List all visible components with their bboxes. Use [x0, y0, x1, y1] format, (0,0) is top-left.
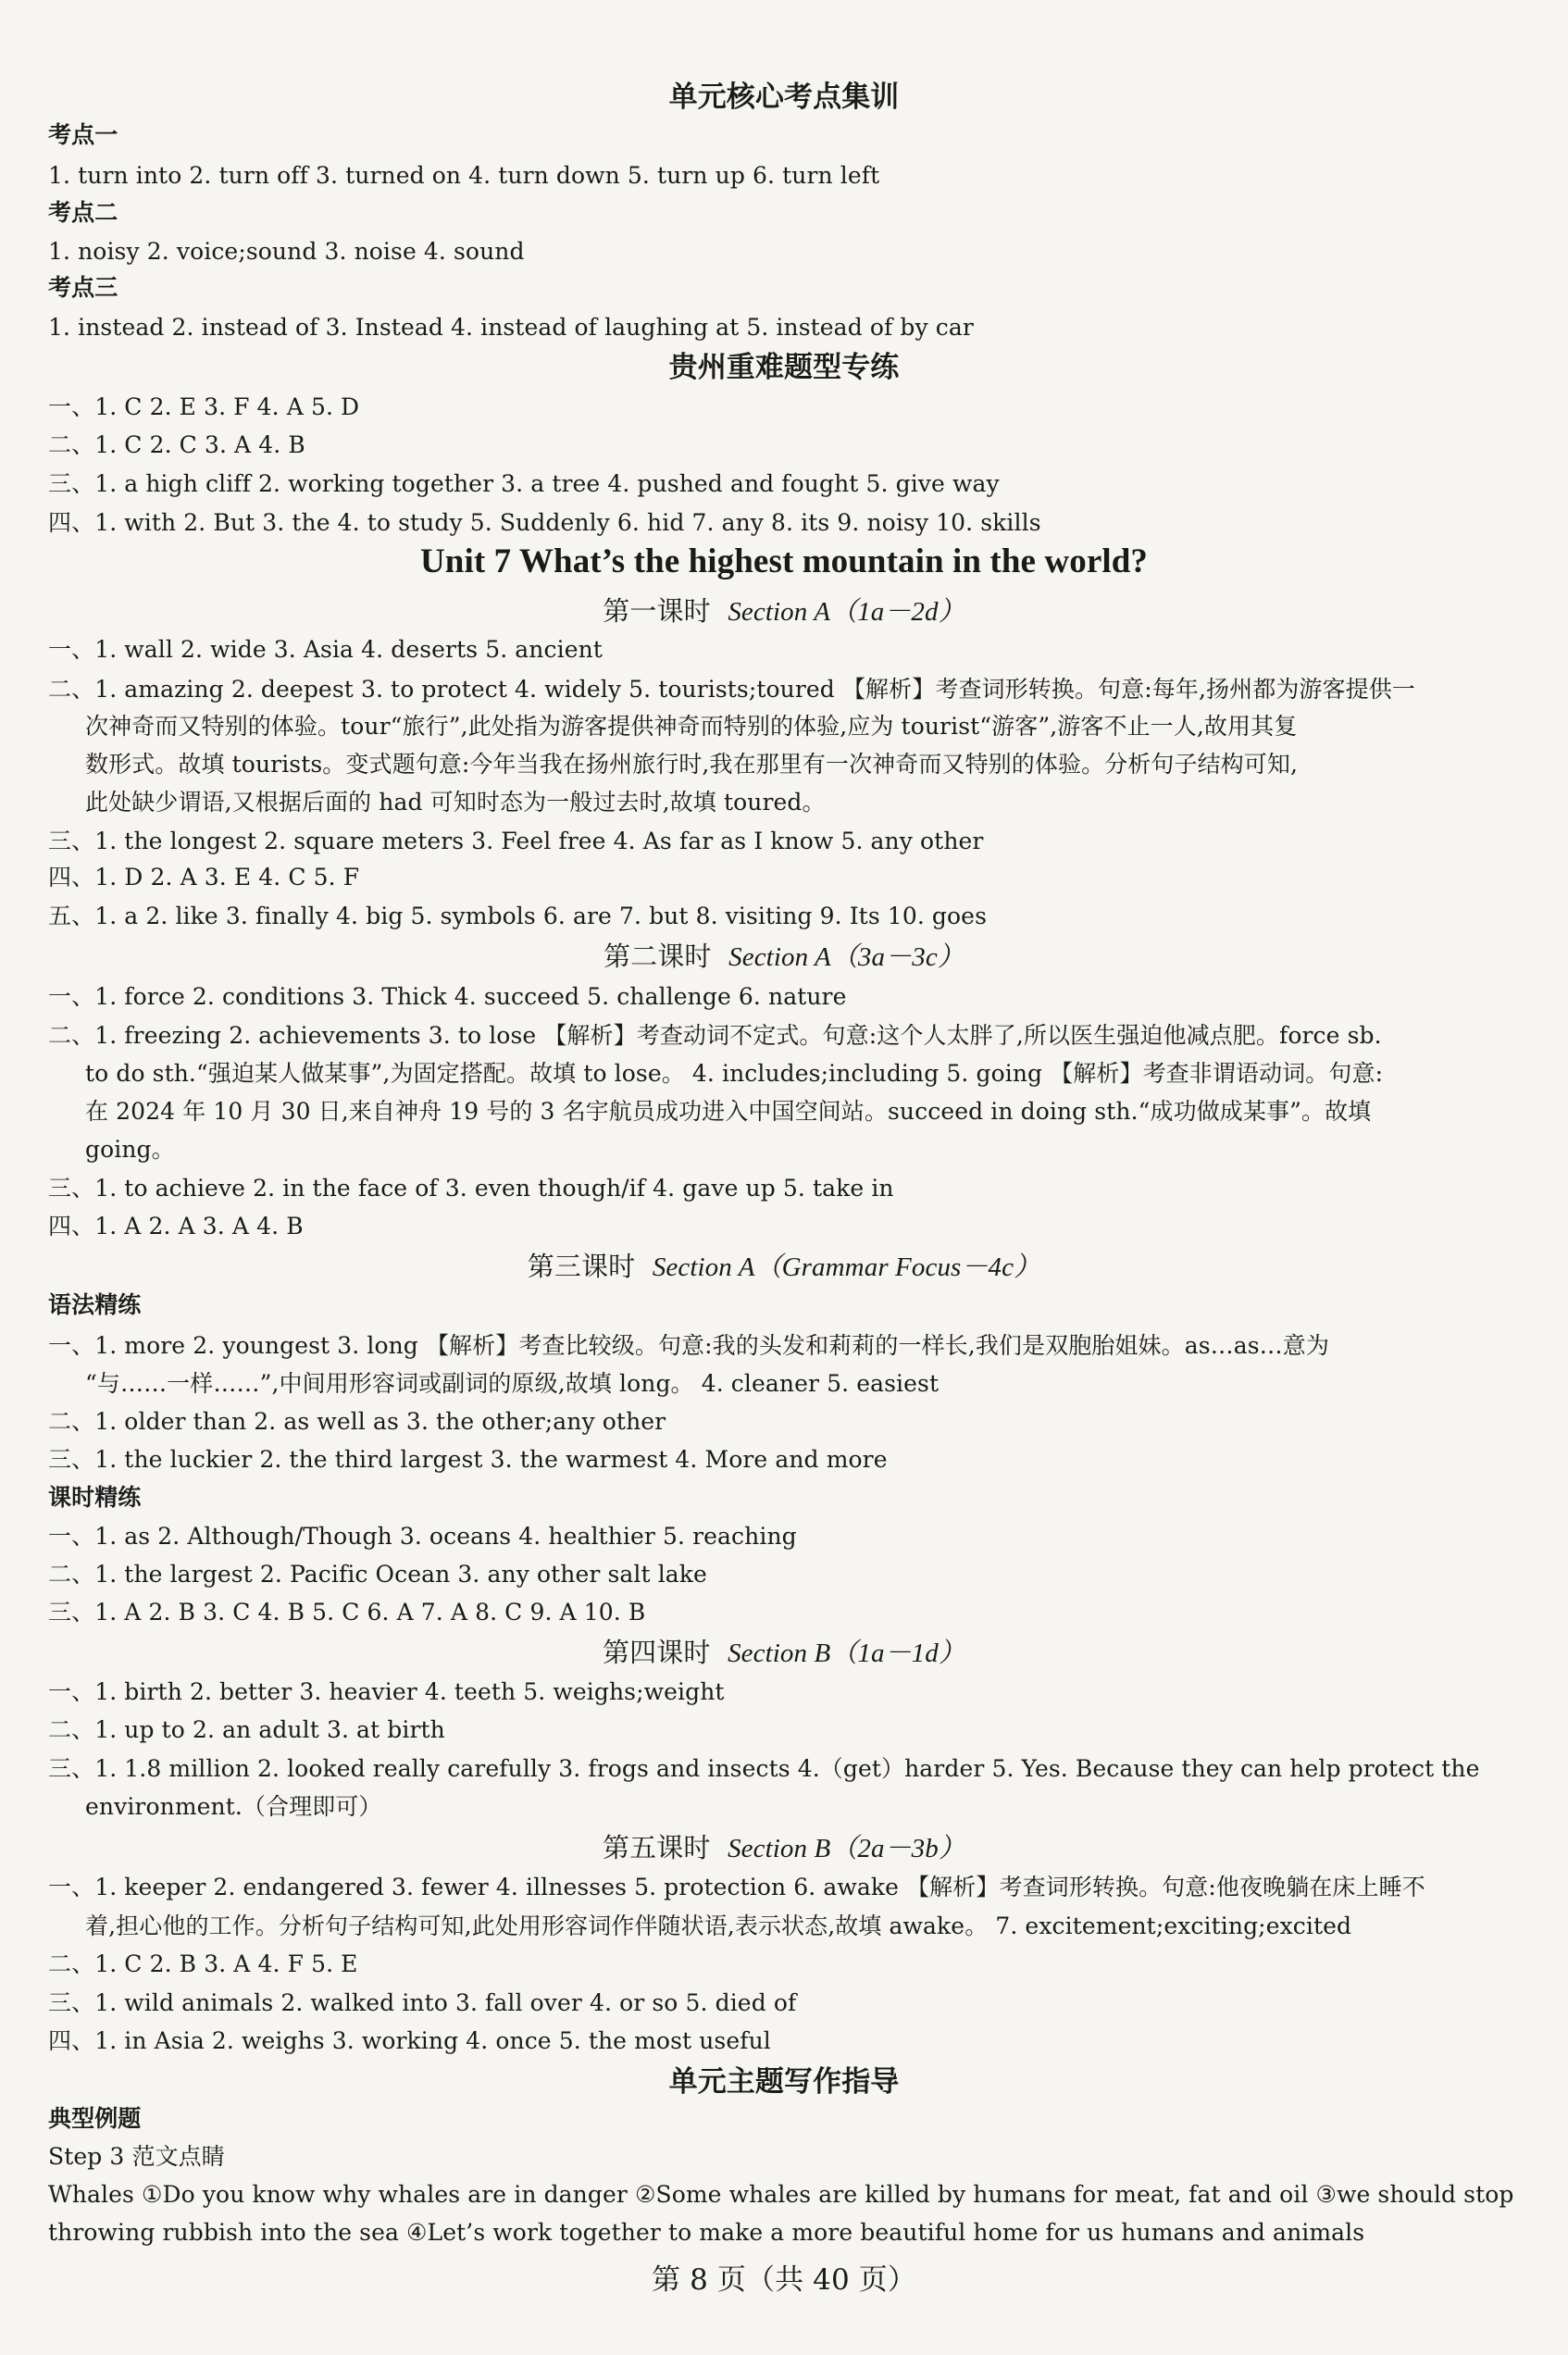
page-number: 第 8 页（共 40 页） [652, 2263, 916, 2297]
lesson-1-part-2-cont: 次神奇而又特别的体验。tour“旅行”,此处指为游客提供神奇而特别的体验,应为 tourist“游客”,游客不止一人,故用其复 [85, 713, 1298, 740]
lesson-2-part-4: 四、1. A 2. A 3. A 4. B [48, 1213, 304, 1240]
writing-sample-line-1: Whales ①Do you know why whales are in danger ②Some whales are killed by humans for meat, fat and oil ③we should stop [48, 2181, 1514, 2208]
lesson-1-part-2-cont: 数形式。故填 tourists。变式题句意:今年当我在扬州旅行时,我在那里有一次神奇而又特别的体验。分析句子结构可知, [85, 751, 1299, 778]
grammar-part-1-cont: “与……一样……”,中间用形容词或副词的原级,故填 long。 4. cleaner 5. easiest [85, 1370, 940, 1397]
lesson-5-part-4: 四、1. in Asia 2. weighs 3. working 4. once 5. the most useful [48, 2027, 771, 2054]
guizhou-part-1: 一、1. C 2. E 3. F 4. A 5. D [48, 393, 360, 420]
lesson-2-part-1: 一、1. force 2. conditions 3. Thick 4. succeed 5. challenge 6. nature [48, 983, 847, 1010]
lesson-1-heading: 第一课时 Section A（1a－2d） [603, 595, 965, 627]
lesson-2-part-3: 三、1. to achieve 2. in the face of 3. even though/if 4. gave up 5. take in [48, 1175, 894, 1202]
grammar-practice-label: 语法精练 [48, 1291, 142, 1318]
key-point-3-answers: 1. instead 2. instead of 3. Instead 4. instead of laughing at 5. instead of by car [48, 314, 974, 341]
lesson-4-part-1: 一、1. birth 2. better 3. heavier 4. teeth 5. weighs;weight [48, 1678, 725, 1705]
lesson-2-part-2: 二、1. freezing 2. achievements 3. to lose 【解析】考查动词不定式。句意:这个人太胖了,所以医生强迫他减点肥。force sb. [48, 1022, 1382, 1049]
lesson-5-part-1: 一、1. keeper 2. endangered 3. fewer 4. illnesses 5. protection 6. awake 【解析】考查词形转换。句意:他夜晚躺在床上睡不 [48, 1874, 1425, 1900]
grammar-part-3: 三、1. the luckier 2. the third largest 3. the warmest 4. More and more [48, 1446, 888, 1473]
guizhou-part-3: 三、1. a high cliff 2. working together 3. a tree 4. pushed and fought 5. give way [48, 470, 1000, 497]
lesson-1-part-2-cont: 此处缺少谓语,又根据后面的 had 可知时态为一般过去时,故填 toured。 [85, 789, 826, 816]
writing-step-3: Step 3 范文点睛 [48, 2143, 225, 2170]
lesson-1-part-3: 三、1. the longest 2. square meters 3. Feel free 4. As far as I know 5. any other [48, 828, 984, 854]
lesson-2-part-2-cont: to do sth.“强迫某人做某事”,为固定搭配。故填 to lose。 4. includes;including 5. going 【解析】考查非谓语动词。句意: [85, 1060, 1384, 1087]
guizhou-section-title: 贵州重难题型专练 [668, 351, 900, 384]
lesson-2-part-2-cont: 在 2024 年 10 月 30 日,来自神舟 19 号的 3 名宇航员成功进入中国空间站。succeed in doing sth.“成功做成某事”。故填 [85, 1098, 1372, 1125]
lesson-4-part-3: 三、1. 1.8 million 2. looked really carefully 3. frogs and insects 4.（get）harder 5. Yes. Because they can help protect the [48, 1755, 1480, 1782]
lesson-practice-label: 课时精练 [48, 1484, 142, 1511]
lesson-1-part-2: 二、1. amazing 2. deepest 3. to protect 4. widely 5. tourists;toured 【解析】考查词形转换。句意:每年,扬州都为游客提供一 [48, 676, 1415, 703]
key-point-1-answers: 1. turn into 2. turn off 3. turned on 4. turn down 5. turn up 6. turn left [48, 162, 880, 189]
practice-part-2: 二、1. the largest 2. Pacific Ocean 3. any other salt lake [48, 1561, 707, 1588]
grammar-part-1: 一、1. more 2. youngest 3. long 【解析】考查比较级。句意:我的头发和莉莉的一样长,我们是双胞胎姐妹。as…as…意为 [48, 1332, 1329, 1359]
key-point-2-label: 考点二 [48, 199, 118, 226]
typical-example-label: 典型例题 [48, 2105, 142, 2132]
lesson-4-heading: 第四课时 Section B（1a－1d） [603, 1637, 965, 1668]
unit-review-title: 单元核心考点集训 [668, 81, 900, 114]
lesson-2-part-2-cont: going。 [85, 1136, 175, 1163]
lesson-4-part-2: 二、1. up to 2. an adult 3. at birth [48, 1716, 445, 1743]
lesson-1-part-1: 一、1. wall 2. wide 3. Asia 4. deserts 5. ancient [48, 636, 603, 663]
key-point-2-answers: 1. noisy 2. voice;sound 3. noise 4. sound [48, 238, 525, 265]
grammar-part-2: 二、1. older than 2. as well as 3. the other;any other [48, 1408, 666, 1435]
lesson-5-part-1-cont: 着,担心他的工作。分析句子结构可知,此处用形容词作伴随状语,表示状态,故填 awake。 7. excitement;exciting;excited [85, 1913, 1352, 1939]
unit-7-title: Unit 7 What’s the highest mountain in the world? [419, 542, 1148, 580]
writing-sample-line-2: throwing rubbish into the sea ④Let’s work together to make a more beautiful home for us humans and animals [48, 2219, 1365, 2246]
guizhou-part-4: 四、1. with 2. But 3. the 4. to study 5. Suddenly 6. hid 7. any 8. its 9. noisy 10. skills [48, 509, 1041, 536]
practice-part-3: 三、1. A 2. B 3. C 4. B 5. C 6. A 7. A 8. C 9. A 10. B [48, 1599, 646, 1626]
lesson-5-heading: 第五课时 Section B（2a－3b） [603, 1832, 965, 1863]
key-point-1-label: 考点一 [48, 121, 118, 148]
lesson-5-part-2: 二、1. C 2. B 3. A 4. F 5. E [48, 1950, 358, 1977]
writing-guide-title: 单元主题写作指导 [668, 2065, 900, 2099]
lesson-2-heading: 第二课时 Section A（3a－3c） [604, 941, 964, 972]
lesson-5-part-3: 三、1. wild animals 2. walked into 3. fall over 4. or so 5. died of [48, 1989, 797, 2016]
guizhou-part-2: 二、1. C 2. C 3. A 4. B [48, 431, 305, 458]
lesson-1-part-5: 五、1. a 2. like 3. finally 4. big 5. symbols 6. are 7. but 8. visiting 9. Its 10. goes [48, 903, 987, 929]
lesson-1-part-4: 四、1. D 2. A 3. E 4. C 5. F [48, 864, 360, 891]
lesson-3-heading: 第三课时 Section A（Grammar Focus－4c） [527, 1251, 1041, 1282]
lesson-4-part-3-cont: environment.（合理即可） [85, 1793, 382, 1820]
key-point-3-label: 考点三 [48, 274, 118, 301]
practice-part-1: 一、1. as 2. Although/Though 3. oceans 4. healthier 5. reaching [48, 1523, 797, 1550]
